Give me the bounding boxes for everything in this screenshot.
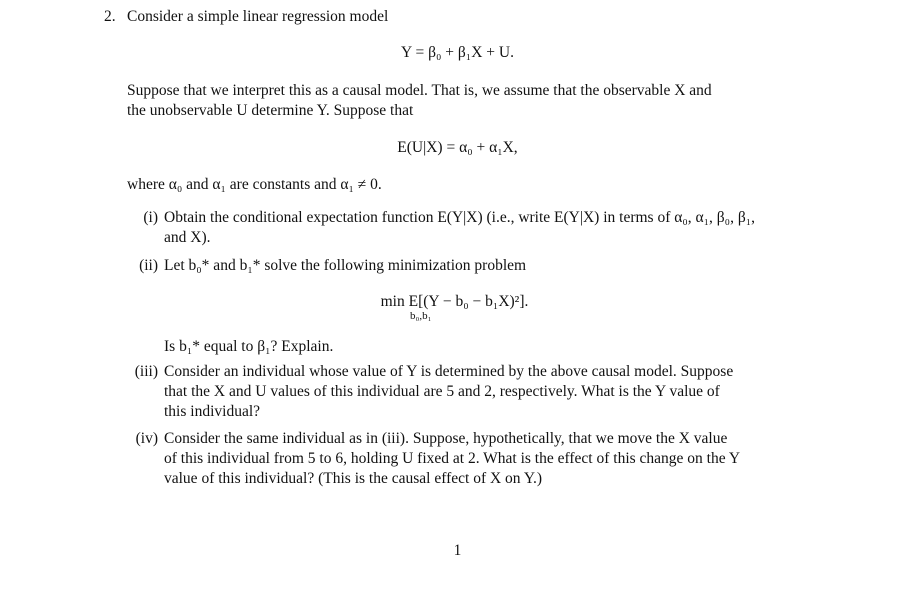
minimization-subscript: b₀,b₁ <box>410 310 432 322</box>
paragraph-line: Suppose that we interpret this as a causal model. That is, we assume that the observable X and <box>127 82 712 99</box>
where-line: where α₀ and α₁ are constants and α₁ ≠ 0. <box>127 176 382 193</box>
part-text: this individual? <box>164 403 261 420</box>
part-label: (iii) <box>134 363 158 380</box>
part-text: Let b₀* and b₁* solve the following minimization problem <box>164 257 527 274</box>
part-label: (ii) <box>139 257 158 274</box>
question-number: 2. <box>104 8 116 25</box>
part-text: Consider the same individual as in (iii). Suppose, hypothetically, that we move the X value <box>164 430 728 447</box>
part-text: that the X and U values of this individual are 5 and 2, respectively. What is the Y value of <box>164 383 720 400</box>
question-intro: Consider a simple linear regression model <box>127 8 389 25</box>
conditional-expectation-equation: E(U|X) = α₀ + α₁X, <box>397 139 518 156</box>
part-label: (iv) <box>135 430 158 447</box>
part-text: value of this individual? (This is the causal effect of X on Y.) <box>164 470 543 487</box>
part-text: and X). <box>164 229 211 246</box>
minimization-expression: min E[(Y − b₀ − b₁X)²]. <box>380 293 529 310</box>
part-text: of this individual from 5 to 6, holding U fixed at 2. What is the effect of this change on the Y <box>164 450 741 467</box>
page-number: 1 <box>453 542 462 559</box>
paragraph-line: the unobservable U determine Y. Suppose that <box>127 102 414 119</box>
part-label: (i) <box>143 209 158 226</box>
part-text: Is b₁* equal to β₁? Explain. <box>164 338 334 355</box>
part-text: Obtain the conditional expectation function E(Y|X) (i.e., write E(Y|X) in terms of α₀, α₁, β₀, β₁, <box>164 209 755 226</box>
model-equation: Y = β₀ + β₁X + U. <box>401 44 514 61</box>
part-text: Consider an individual whose value of Y is determined by the above causal model. Suppose <box>164 363 734 380</box>
